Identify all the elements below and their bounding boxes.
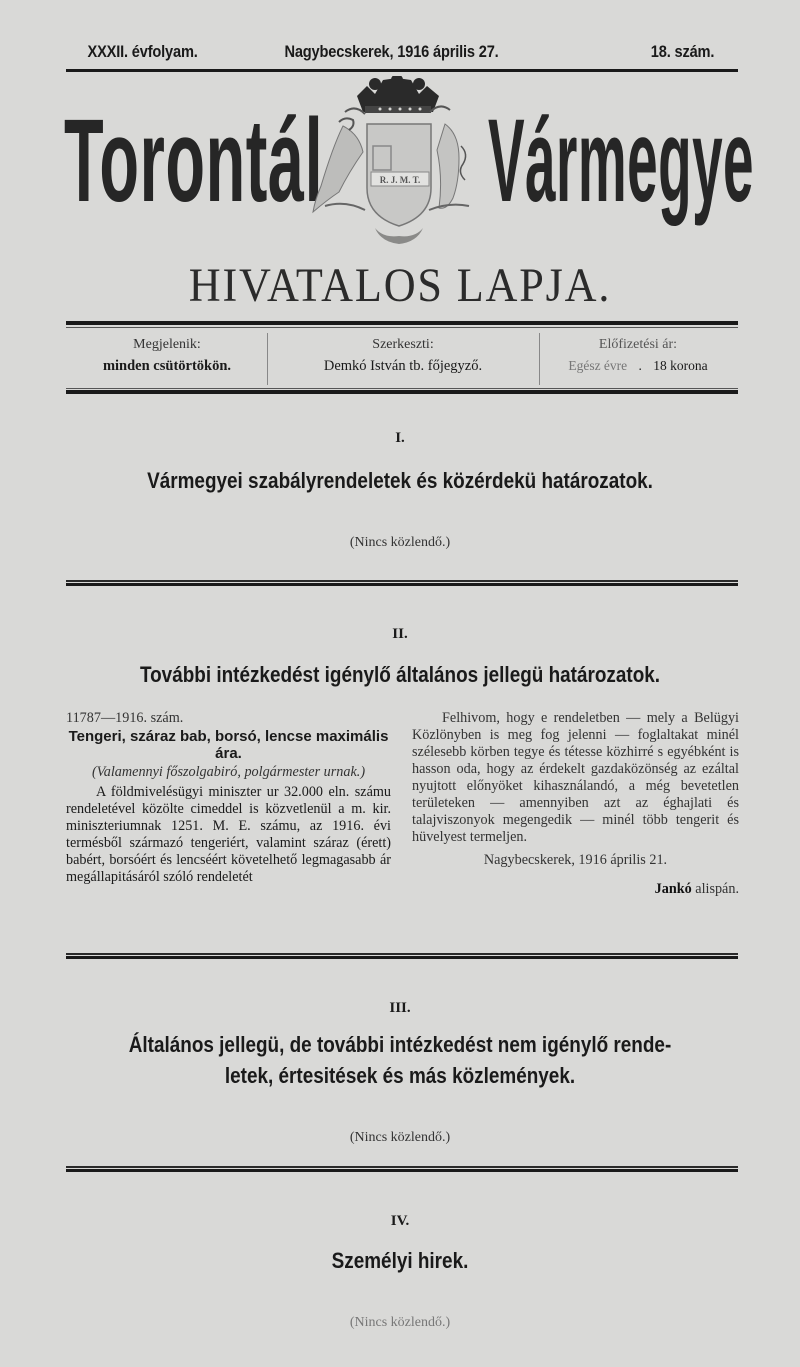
info-bottom-rule-thin: [66, 388, 738, 389]
article-right-column: [412, 710, 739, 898]
info-subscription: [538, 333, 738, 383]
section-3-heading-line1: Általános jellegü, de további intézkedést nem igénylő rende-: [128, 1032, 672, 1057]
info-divider-2: [539, 333, 540, 385]
published-value: minden csütörtökön.: [102, 358, 232, 374]
editor-label: Szerkeszti:: [372, 337, 434, 352]
info-editor: [268, 333, 538, 383]
published-label: Megjelenik:: [133, 337, 201, 352]
svg-text:R. J. M. T.: R. J. M. T.: [379, 175, 421, 185]
section-divider-1: [66, 580, 738, 586]
info-top-rule-thin: [66, 327, 738, 328]
volume-label: XXXII. évfolyam.: [87, 42, 198, 61]
title-varmegye: Vármegye: [488, 95, 755, 227]
article-left-column: [66, 710, 391, 886]
section-2-heading: További intézkedést igénylő általános jellegü határozatok.: [139, 662, 661, 687]
masthead-topline: [66, 38, 715, 68]
section-3-note: (Nincs közlendő.): [349, 1130, 451, 1145]
section-divider-2: [66, 953, 738, 959]
info-published: [66, 333, 268, 383]
article-place-date: Nagybecskerek, 1916 április 21.: [483, 852, 668, 868]
subscription-value: Egész évre . 18 korona: [568, 358, 708, 373]
section-1-number: I.: [395, 430, 405, 446]
subscription-label: Előfizetési ár:: [598, 337, 678, 352]
article-title: Tengeri, száraz bab, borsó, lencse maximális ára.: [68, 728, 389, 762]
masthead-rule: [66, 69, 738, 72]
signer-title: alispán.: [695, 881, 739, 897]
issue-number: 18. szám.: [650, 42, 715, 61]
section-divider-3: [66, 1166, 738, 1172]
section-1-heading: Vármegyei szabályrendeletek és közérdekü határozatok.: [147, 468, 653, 493]
info-bottom-rule: [66, 390, 738, 394]
section-2-number: II.: [392, 626, 408, 642]
coat-of-arms-icon: [305, 76, 490, 248]
info-bar: [66, 333, 738, 383]
signer-name: Jankó: [654, 881, 692, 897]
section-3-heading-line2: letek, értesitések és más közlemények.: [224, 1063, 576, 1088]
article-addressee: (Valamennyi főszolgabiró, polgármester urnak.): [91, 764, 366, 780]
article-body-right: Felhivom, hogy e rendeletben — mely a Belügyi Közlönyben is meg fog jelenni — foglaltakat minél szélesebb körben tegye és tétesse közhirré s egyébként is hasson oda, hogy az érdekelt gazdaközönség az ezáltal nyujtott előnyöket kihasználandó, a még bevetetlen területeken — amennyiben azt az éghajlati és talajviszonyok megengedik — minél több tengerit és hüvelyest termeljen.: [412, 710, 739, 845]
info-top-rule: [66, 321, 738, 325]
section-4-heading: Személyi hirek.: [331, 1248, 469, 1273]
place-date-label: Nagybecskerek, 1916 április 27.: [284, 42, 499, 61]
article-number: 11787—1916. szám.: [66, 710, 184, 726]
info-divider-1: [267, 333, 268, 385]
section-1-note: (Nincs közlendő.): [349, 535, 451, 550]
article-body-left: A földmivelésügyi miniszter ur 32.000 eln. számu rendeletével közölte cimeddel is közvetlenül a m. kir. miniszteriumnak 1251. M. E. számu, az 1916. évi termésből származó tengeriért, valamint száraz (érett) babért, borsóért és lencséért követelhető legmagasabb ár megállapitásáról szóló rendeletét: [66, 784, 391, 885]
section-3-number: III.: [389, 1000, 411, 1016]
section-4-number: IV.: [390, 1213, 410, 1229]
title-torontal: Torontál: [64, 95, 324, 227]
subtitle: HIVATALOS LAPJA.: [188, 259, 612, 312]
article-signature: [412, 881, 739, 898]
editor-value: Demkó István tb. főjegyző.: [323, 358, 483, 374]
section-4-note: (Nincs közlendő.): [349, 1315, 451, 1330]
